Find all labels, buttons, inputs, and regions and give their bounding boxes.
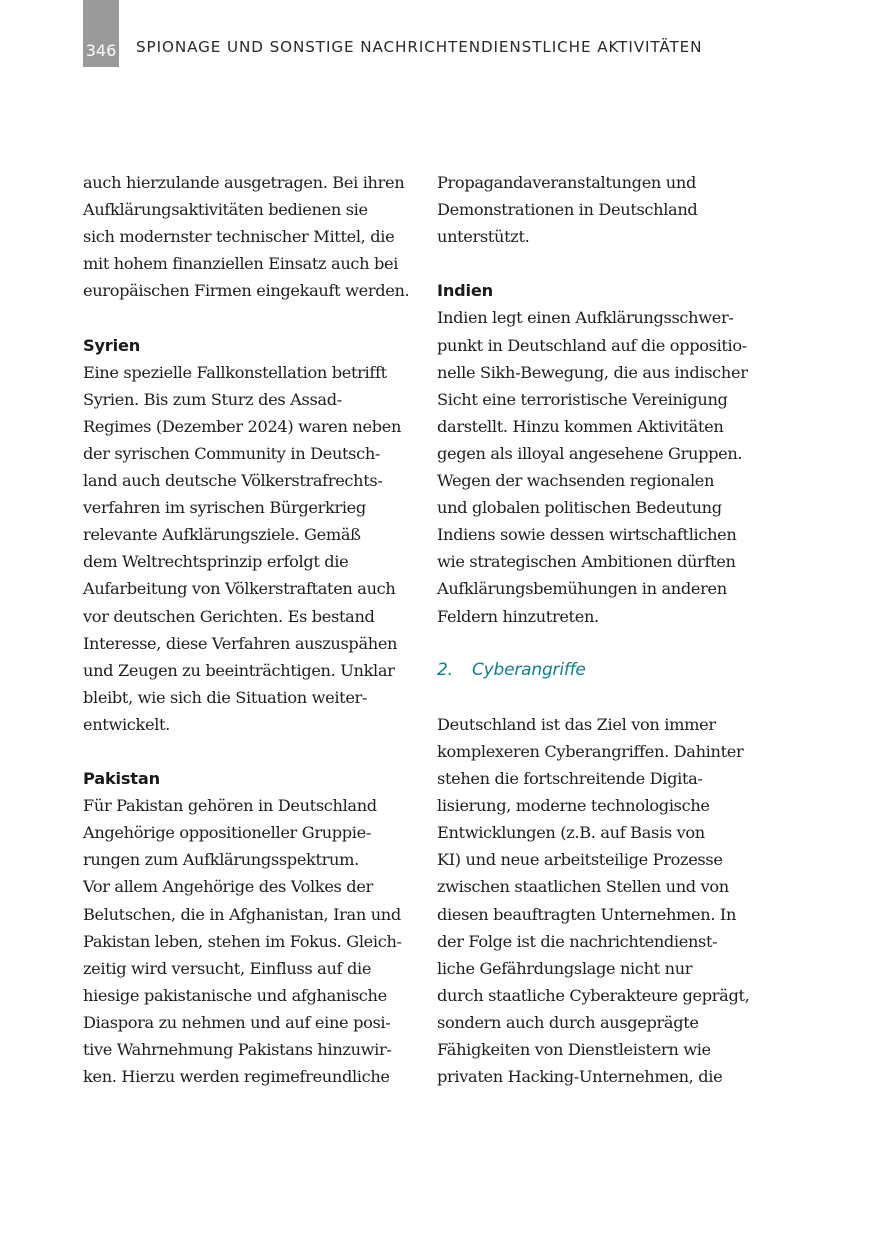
section-number: 2. bbox=[437, 659, 453, 680]
text-line: rungen zum Aufklärungsspektrum. bbox=[83, 850, 359, 870]
syrien-section bbox=[83, 332, 413, 738]
running-head: SPIONAGE UND SONSTIGE NACHRICHTENDIENSTLICHE AKTIVITÄTEN bbox=[136, 38, 703, 56]
pakistan-section bbox=[83, 765, 413, 1090]
text-line: Angehörige oppositioneller Gruppie- bbox=[83, 823, 371, 843]
section-heading-pakistan: Pakistan bbox=[83, 769, 160, 789]
text-line: Interesse, diese Verfahren auszuspähen bbox=[83, 633, 398, 653]
text-line: darstellt. Hinzu kommen Aktivitäten bbox=[437, 416, 724, 436]
text-line: Vor allem Angehörige des Volkes der bbox=[83, 877, 373, 897]
page-number: 346 bbox=[85, 41, 117, 60]
text-line: mit hohem finanziellen Einsatz auch bei bbox=[83, 254, 399, 274]
intro-paragraph bbox=[437, 169, 762, 250]
text-line: Pakistan leben, stehen im Fokus. Gleich- bbox=[83, 931, 402, 951]
text-line: nelle Sikh-Bewegung, die aus indischer bbox=[437, 362, 748, 382]
text-line: entwickelt. bbox=[83, 714, 170, 734]
text-line: Demonstrationen in Deutschland bbox=[437, 200, 698, 220]
text-line: Aufarbeitung von Völkerstraftaten auch bbox=[83, 579, 396, 599]
text-line: ken. Hierzu werden regimefreundliche bbox=[83, 1067, 390, 1087]
right-column bbox=[437, 169, 762, 1090]
text-line: relevante Aufklärungsziele. Gemäß bbox=[83, 525, 361, 545]
text-line: Propagandaveranstaltungen und bbox=[437, 173, 696, 192]
section-heading-indien: Indien bbox=[437, 281, 493, 301]
text-line: Sicht eine terroristische Vereinigung bbox=[437, 389, 728, 409]
text-line: Diaspora zu nehmen und auf eine posi- bbox=[83, 1012, 391, 1032]
text-line: und globalen politischen Bedeutung bbox=[437, 498, 722, 518]
text-line: Belutschen, die in Afghanistan, Iran und bbox=[83, 904, 401, 924]
text-line: Regimes (Dezember 2024) waren neben bbox=[83, 416, 402, 436]
text-line: hiesige pakistanische und afghanische bbox=[83, 985, 387, 1005]
text-line: Deutschland ist das Ziel von immer bbox=[437, 714, 716, 734]
text-line: Indien legt einen Aufklärungsschwer- bbox=[437, 308, 734, 328]
text-line: Eine spezielle Fallkonstellation betrifft bbox=[83, 362, 387, 382]
section-title: Cyberangriffe bbox=[472, 659, 586, 680]
text-line: gegen als illoyal angesehene Gruppen. bbox=[437, 443, 743, 463]
text-line: der Folge ist die nachrichtendienst- bbox=[437, 931, 718, 951]
text-line: wie strategischen Ambitionen dürften bbox=[437, 552, 736, 572]
text-line: zeitig wird versucht, Einfluss auf die bbox=[83, 958, 372, 978]
text-line: dem Weltrechtsprinzip erfolgt die bbox=[83, 552, 349, 572]
section-heading-syrien: Syrien bbox=[83, 335, 141, 355]
text-line: punkt in Deutschland auf die oppositio- bbox=[437, 335, 747, 355]
text-line: unterstützt. bbox=[437, 227, 530, 247]
text-line: verfahren im syrischen Bürgerkrieg bbox=[83, 498, 366, 518]
text-line: Aufklärungsaktivitäten bedienen sie bbox=[83, 200, 368, 220]
text-line: vor deutschen Gerichten. Es bestand bbox=[83, 606, 375, 626]
text-line: zwischen staatlichen Stellen und von bbox=[437, 877, 729, 897]
text-line: stehen die fortschreitende Digita- bbox=[437, 769, 703, 789]
text-line: privaten Hacking-Unternehmen, die bbox=[437, 1067, 723, 1087]
section-heading-cyberangriffe bbox=[437, 657, 762, 684]
text-line: sich modernster technischer Mittel, die bbox=[83, 227, 395, 247]
text-line: sondern auch durch ausgeprägte bbox=[437, 1012, 699, 1032]
left-column bbox=[83, 169, 413, 1090]
text-line: Fähigkeiten von Dienstleistern wie bbox=[437, 1040, 711, 1059]
text-line: Entwicklungen (z.B. auf Basis von bbox=[437, 823, 705, 843]
text-line: Aufklärungsbemühungen in anderen bbox=[437, 579, 727, 599]
text-line: liche Gefährdungslage nicht nur bbox=[437, 958, 693, 978]
text-line: lisierung, moderne technologische bbox=[437, 796, 710, 816]
text-line: durch staatliche Cyberakteure geprägt, bbox=[437, 985, 750, 1005]
text-line: Wegen der wachsenden regionalen bbox=[437, 471, 715, 491]
text-line: Syrien. Bis zum Sturz des Assad- bbox=[83, 389, 342, 409]
text-line: der syrischen Community in Deutsch- bbox=[83, 443, 381, 463]
text-line: europäischen Firmen eingekauft werden. bbox=[83, 281, 410, 301]
intro-paragraph bbox=[83, 169, 413, 304]
cyber-section bbox=[437, 711, 762, 1090]
text-line: tive Wahrnehmung Pakistans hinzuwir- bbox=[83, 1040, 392, 1059]
text-line: Für Pakistan gehören in Deutschland bbox=[83, 796, 377, 816]
text-line: komplexeren Cyberangriffen. Dahinter bbox=[437, 741, 744, 761]
text-line: KI) und neue arbeitsteilige Prozesse bbox=[437, 850, 723, 870]
text-line: diesen beauftragten Unternehmen. In bbox=[437, 904, 737, 924]
indien-section bbox=[437, 277, 762, 629]
text-line: Indiens sowie dessen wirtschaftlichen bbox=[437, 525, 737, 545]
text-line: und Zeugen zu beeinträchtigen. Unklar bbox=[83, 660, 395, 680]
page-number-tab bbox=[83, 0, 119, 67]
text-line: auch hierzulande ausgetragen. Bei ihren bbox=[83, 173, 405, 192]
text-line: bleibt, wie sich die Situation weiter- bbox=[83, 687, 368, 707]
text-line: land auch deutsche Völkerstrafrechts- bbox=[83, 471, 383, 491]
text-line: Feldern hinzutreten. bbox=[437, 606, 599, 626]
